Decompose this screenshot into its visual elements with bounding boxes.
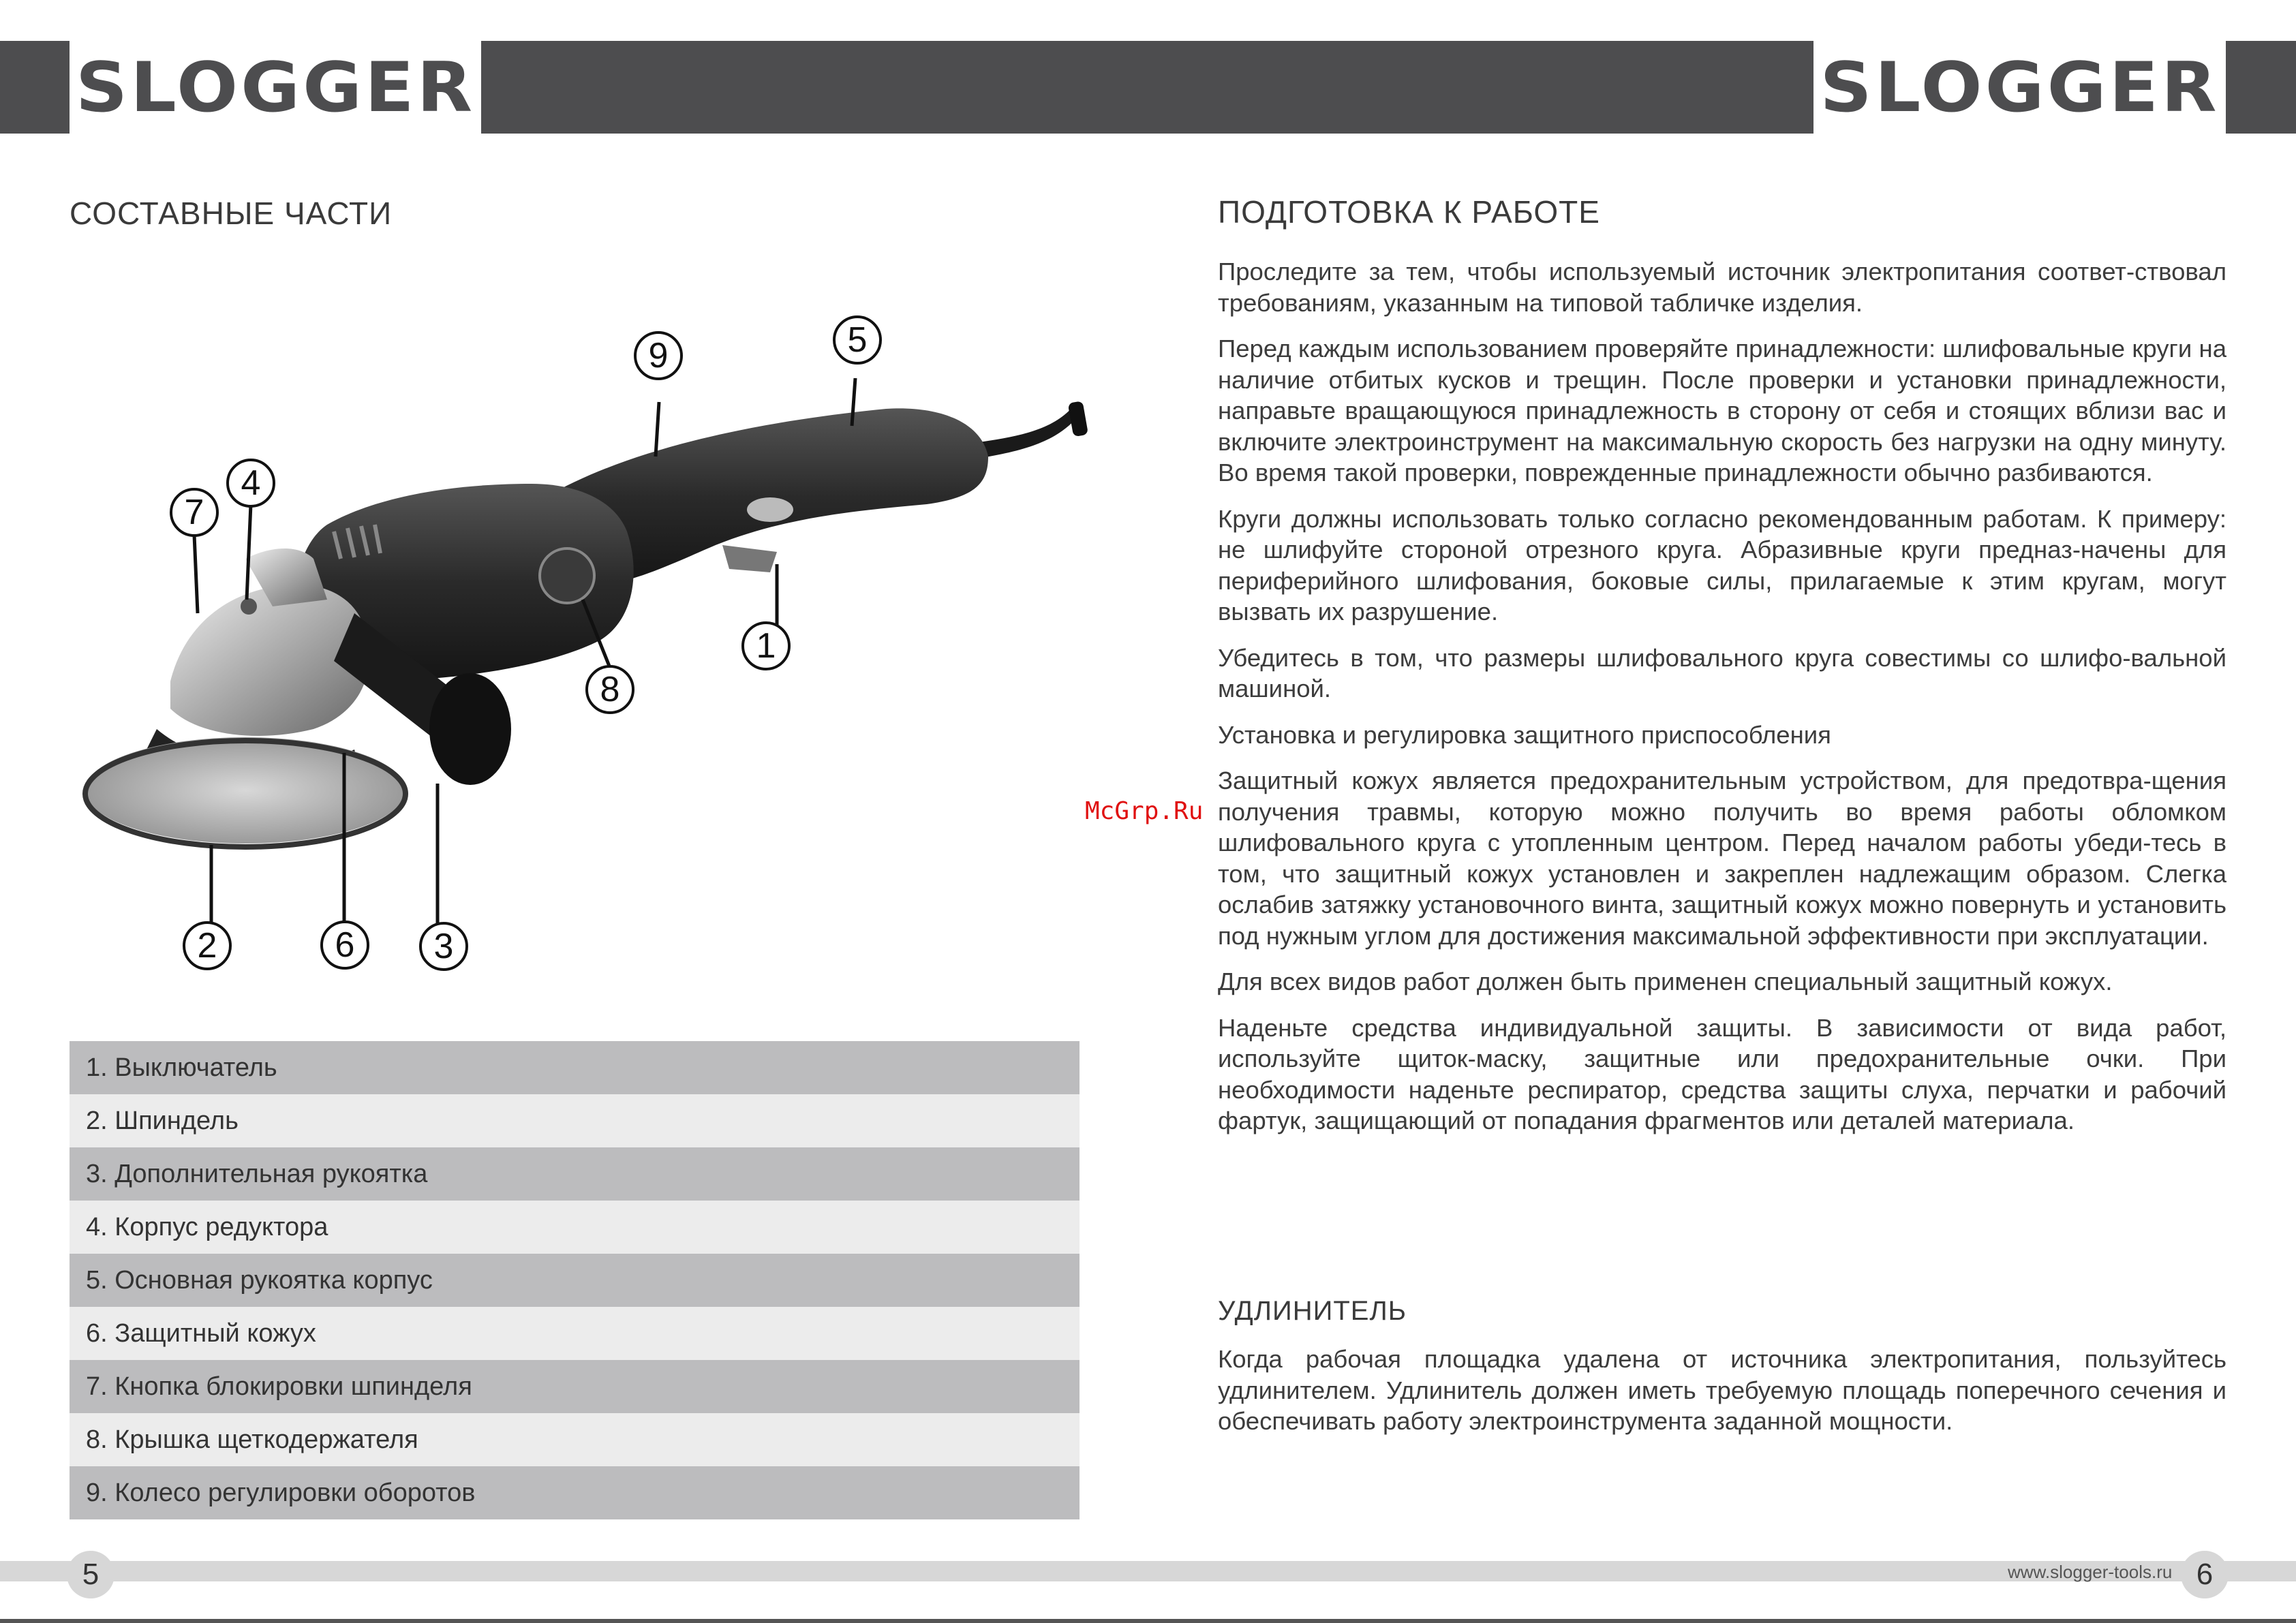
preparation-text xyxy=(1218,256,2226,1151)
parts-list xyxy=(70,1041,1080,1519)
grinder-diagram xyxy=(68,300,1159,981)
page-number-left: 5 xyxy=(67,1551,114,1598)
list-item: 1. Выключатель xyxy=(70,1041,1080,1094)
extension-text-block xyxy=(1218,1344,2226,1452)
footer-bar xyxy=(0,1561,2296,1581)
list-item: 5. Основная рукоятка корпус xyxy=(70,1254,1080,1307)
paragraph: Защитный кожух является предохранительным устройством, для предотвра-щения получения травмы, которую можно получить во время работы обломком шлифовального круга с утопленным центром. Перед началом работы убеди-тесь в том, что защитный кожух установлен и закреплен надлежащим образом. Слегка ослабив затяжку установочного винта, защитный кожух можно повернуть и установить под нужным углом для достижения максимальной эффективности при эксплуатации. xyxy=(1218,767,2226,950)
callout-1: 1 xyxy=(741,621,791,670)
callout-3: 3 xyxy=(419,922,468,971)
callout-5: 5 xyxy=(833,315,882,365)
header-bar-left-edge xyxy=(0,41,70,134)
website-link[interactable]: www.slogger-tools.ru xyxy=(2008,1562,2173,1582)
paragraph: Убедитесь в том, что размеры шлифовального круга совестимы со шлифо-вальной машиной. xyxy=(1218,643,2226,702)
paragraph: Перед каждым использованием проверяйте принадлежности: шлифовальные круги на наличие отбитых кусков и трещин. После проверки и установки принадлежности, направьте вращающуюся принадлежность в сторону от себя и стоящих вблизи вас и включите электроинструмент на максимальную скорость без нагрузки на одну минуту. Во время такой проверки, поврежденные принадлежности обычно разбиваются. xyxy=(1218,335,2226,486)
callout-6: 6 xyxy=(320,921,369,970)
list-item: 6. Защитный кожух xyxy=(70,1307,1080,1360)
paragraph: Для всех видов работ должен быть применен специальный защитный кожух. xyxy=(1218,968,2113,995)
paragraph: Когда рабочая площадка удалена от источника электропитания, пользуйтесь удлинителем. Удлинитель должен иметь требуемую площадь поперечного сечения и обеспечивать работу электроинструмента заданной мощности. xyxy=(1218,1345,2226,1435)
bottom-divider xyxy=(0,1619,2296,1623)
callout-9: 9 xyxy=(634,331,683,380)
list-item: 8. Крышка щеткодержателя xyxy=(70,1413,1080,1466)
logo-right xyxy=(1813,41,2226,134)
page-number-right: 6 xyxy=(2181,1551,2229,1598)
paragraph: Круги должны использовать только согласно рекомендованным работам. К примеру: не шлифуйте стороной отрезного круга. Абразивные круги предназ-начены для периферийного шлифования, боковые силы, прилагаемые к этим кругам, могут вызвать их разрушение. xyxy=(1218,504,2226,625)
header-bar-middle xyxy=(481,41,1813,134)
list-item: 3. Дополнительная рукоятка xyxy=(70,1147,1080,1201)
logo-right-text: SLOGGER xyxy=(1820,47,2220,127)
angle-grinder-illustration xyxy=(68,300,1159,981)
paragraph: Наденьте средства индивидуальной защиты. В зависимости от вида работ, используйте щиток-маску, защитные или предохранительные очки. При необходимости наденьте респиратор, средства защиты слуха, перчатки и рабочий фартук, защищающий от попадания фрагментов или деталей материала. xyxy=(1218,1013,2226,1134)
components-title: СОСТАВНЫЕ ЧАСТИ xyxy=(70,196,393,231)
preparation-title: ПОДГОТОВКА К РАБОТЕ xyxy=(1218,194,1600,230)
extension-title: УДЛИНИТЕЛЬ xyxy=(1218,1296,1407,1326)
list-item: 2. Шпиндель xyxy=(70,1094,1080,1147)
header-bar-right-edge xyxy=(2226,41,2296,134)
callout-8: 8 xyxy=(585,665,634,714)
paragraph-heading: Установка и регулировка защитного приспособления xyxy=(1218,720,1831,749)
callout-7: 7 xyxy=(170,488,219,537)
callout-4: 4 xyxy=(226,459,275,508)
list-item: 4. Корпус редуктора xyxy=(70,1201,1080,1254)
paragraph: Проследите за тем, чтобы используемый источник электропитания соответ-ствовал требованиям, указанным на типовой табличке изделия. xyxy=(1218,258,2226,317)
list-item: 9. Колесо регулировки оборотов xyxy=(70,1466,1080,1519)
logo-left xyxy=(70,41,481,134)
list-item: 7. Кнопка блокировки шпинделя xyxy=(70,1360,1080,1413)
callout-2: 2 xyxy=(183,921,232,970)
logo-left-text: SLOGGER xyxy=(75,47,476,127)
watermark: McGrp.Ru xyxy=(1085,797,1204,825)
